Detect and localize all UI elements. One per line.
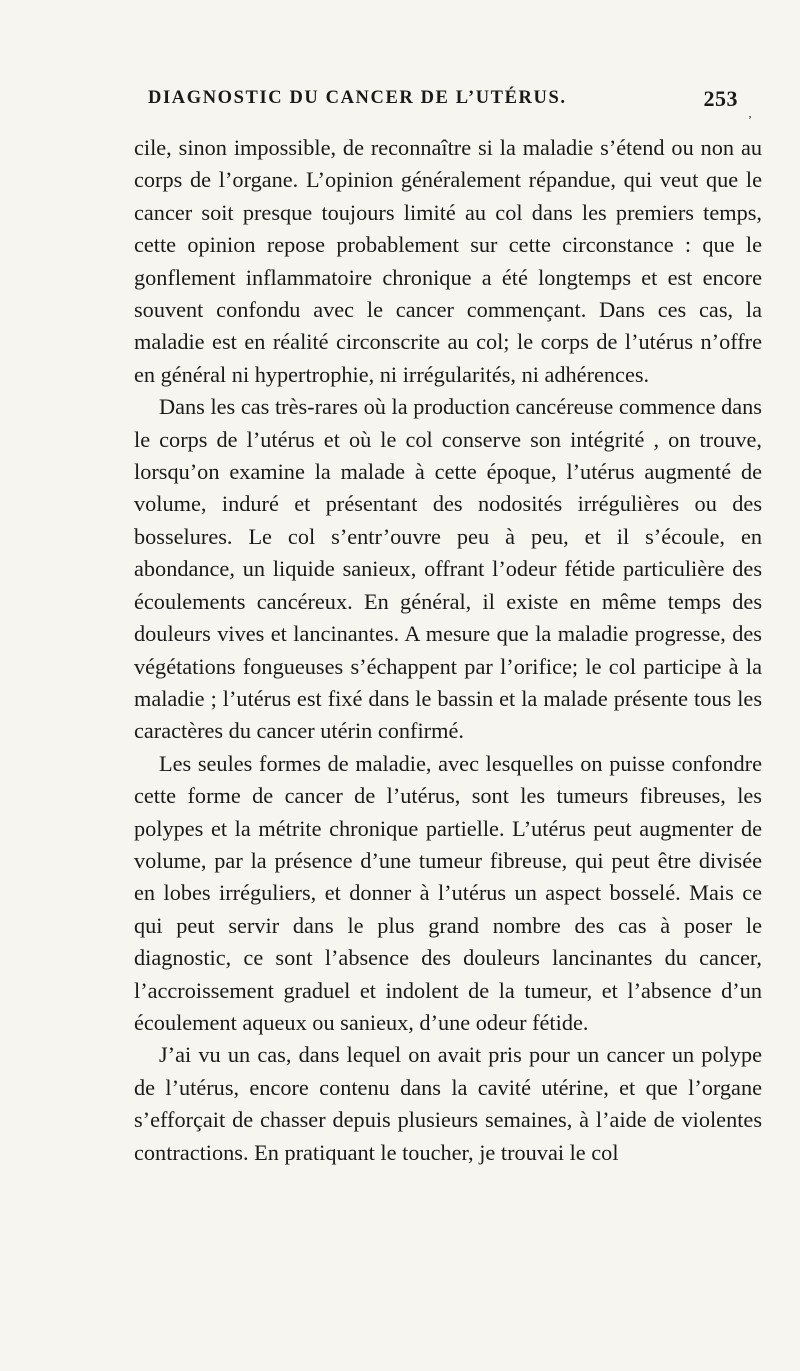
running-head <box>132 88 772 118</box>
stray-mark: ‚ <box>748 106 752 120</box>
page-number: 253 <box>703 86 738 111</box>
paragraph-1: cile, sinon impossible, de reconnaître si la maladie s’étend ou non au corps de l’organe. L’opinion généralement répandue, qui veut que le cancer soit presque toujours limité au col dans les premiers temps, cette opinion repose probablement sur cette circonstance : que le gonflement inflammatoire chronique a été longtemps et est encore souvent confondu avec le cancer commençant. Dans ces cas, la maladie est en réalité circonscrite au col; le corps de l’utérus n’offre en général ni hypertrophie, ni irrégularités, ni adhérences. <box>134 135 762 387</box>
paragraph-2: Dans les cas très-rares où la production cancéreuse commence dans le corps de l’utérus et où le col conserve son intégrité , on trouve, lorsqu’on examine la malade à cette époque, l’utérus augmenté de volume, induré et présentant des nodosités irrégulières ou des bosselures. Le col s’entr’ouvre peu à peu, et il s’écoule, en abondance, un liquide sanieux, offrant l’odeur fétide particulière des écoulements cancéreux. En général, il existe en même temps des douleurs vives et lancinantes. A mesure que la maladie progresse, des végétations fongueuses s’échappent par l’orifice; le col participe à la maladie ; l’utérus est fixé dans le bassin et la malade présente tous les caractères du cancer utérin confirmé. <box>134 394 762 744</box>
running-title: DIAGNOSTIC DU CANCER DE L’UTÉRUS. <box>148 88 567 108</box>
body-text <box>134 132 762 1169</box>
paragraph-4: J’ai vu un cas, dans lequel on avait pris pour un cancer un polype de l’utérus, encore contenu dans la cavité utérine, et que l’organe s’efforçait de chasser depuis plusieurs semaines, à l’aide de violentes contractions. En pratiquant le toucher, je trouvai le col <box>134 1042 762 1165</box>
paragraph-3: Les seules formes de maladie, avec lesquelles on puisse confondre cette forme de cancer de l’utérus, sont les tumeurs fibreuses, les polypes et la métrite chronique partielle. L’utérus peut augmenter de volume, par la présence d’une tumeur fibreuse, qui peut être divisée en lobes irréguliers, et donner à l’utérus un aspect bosselé. Mais ce qui peut servir dans le plus grand nombre des cas à poser le diagnostic, ce sont l’absence des douleurs lancinantes du cancer, l’accroissement graduel et indolent de la tumeur, et l’absence d’un écoulement aqueux ou sanieux, d’une odeur fétide. <box>134 750 762 1035</box>
